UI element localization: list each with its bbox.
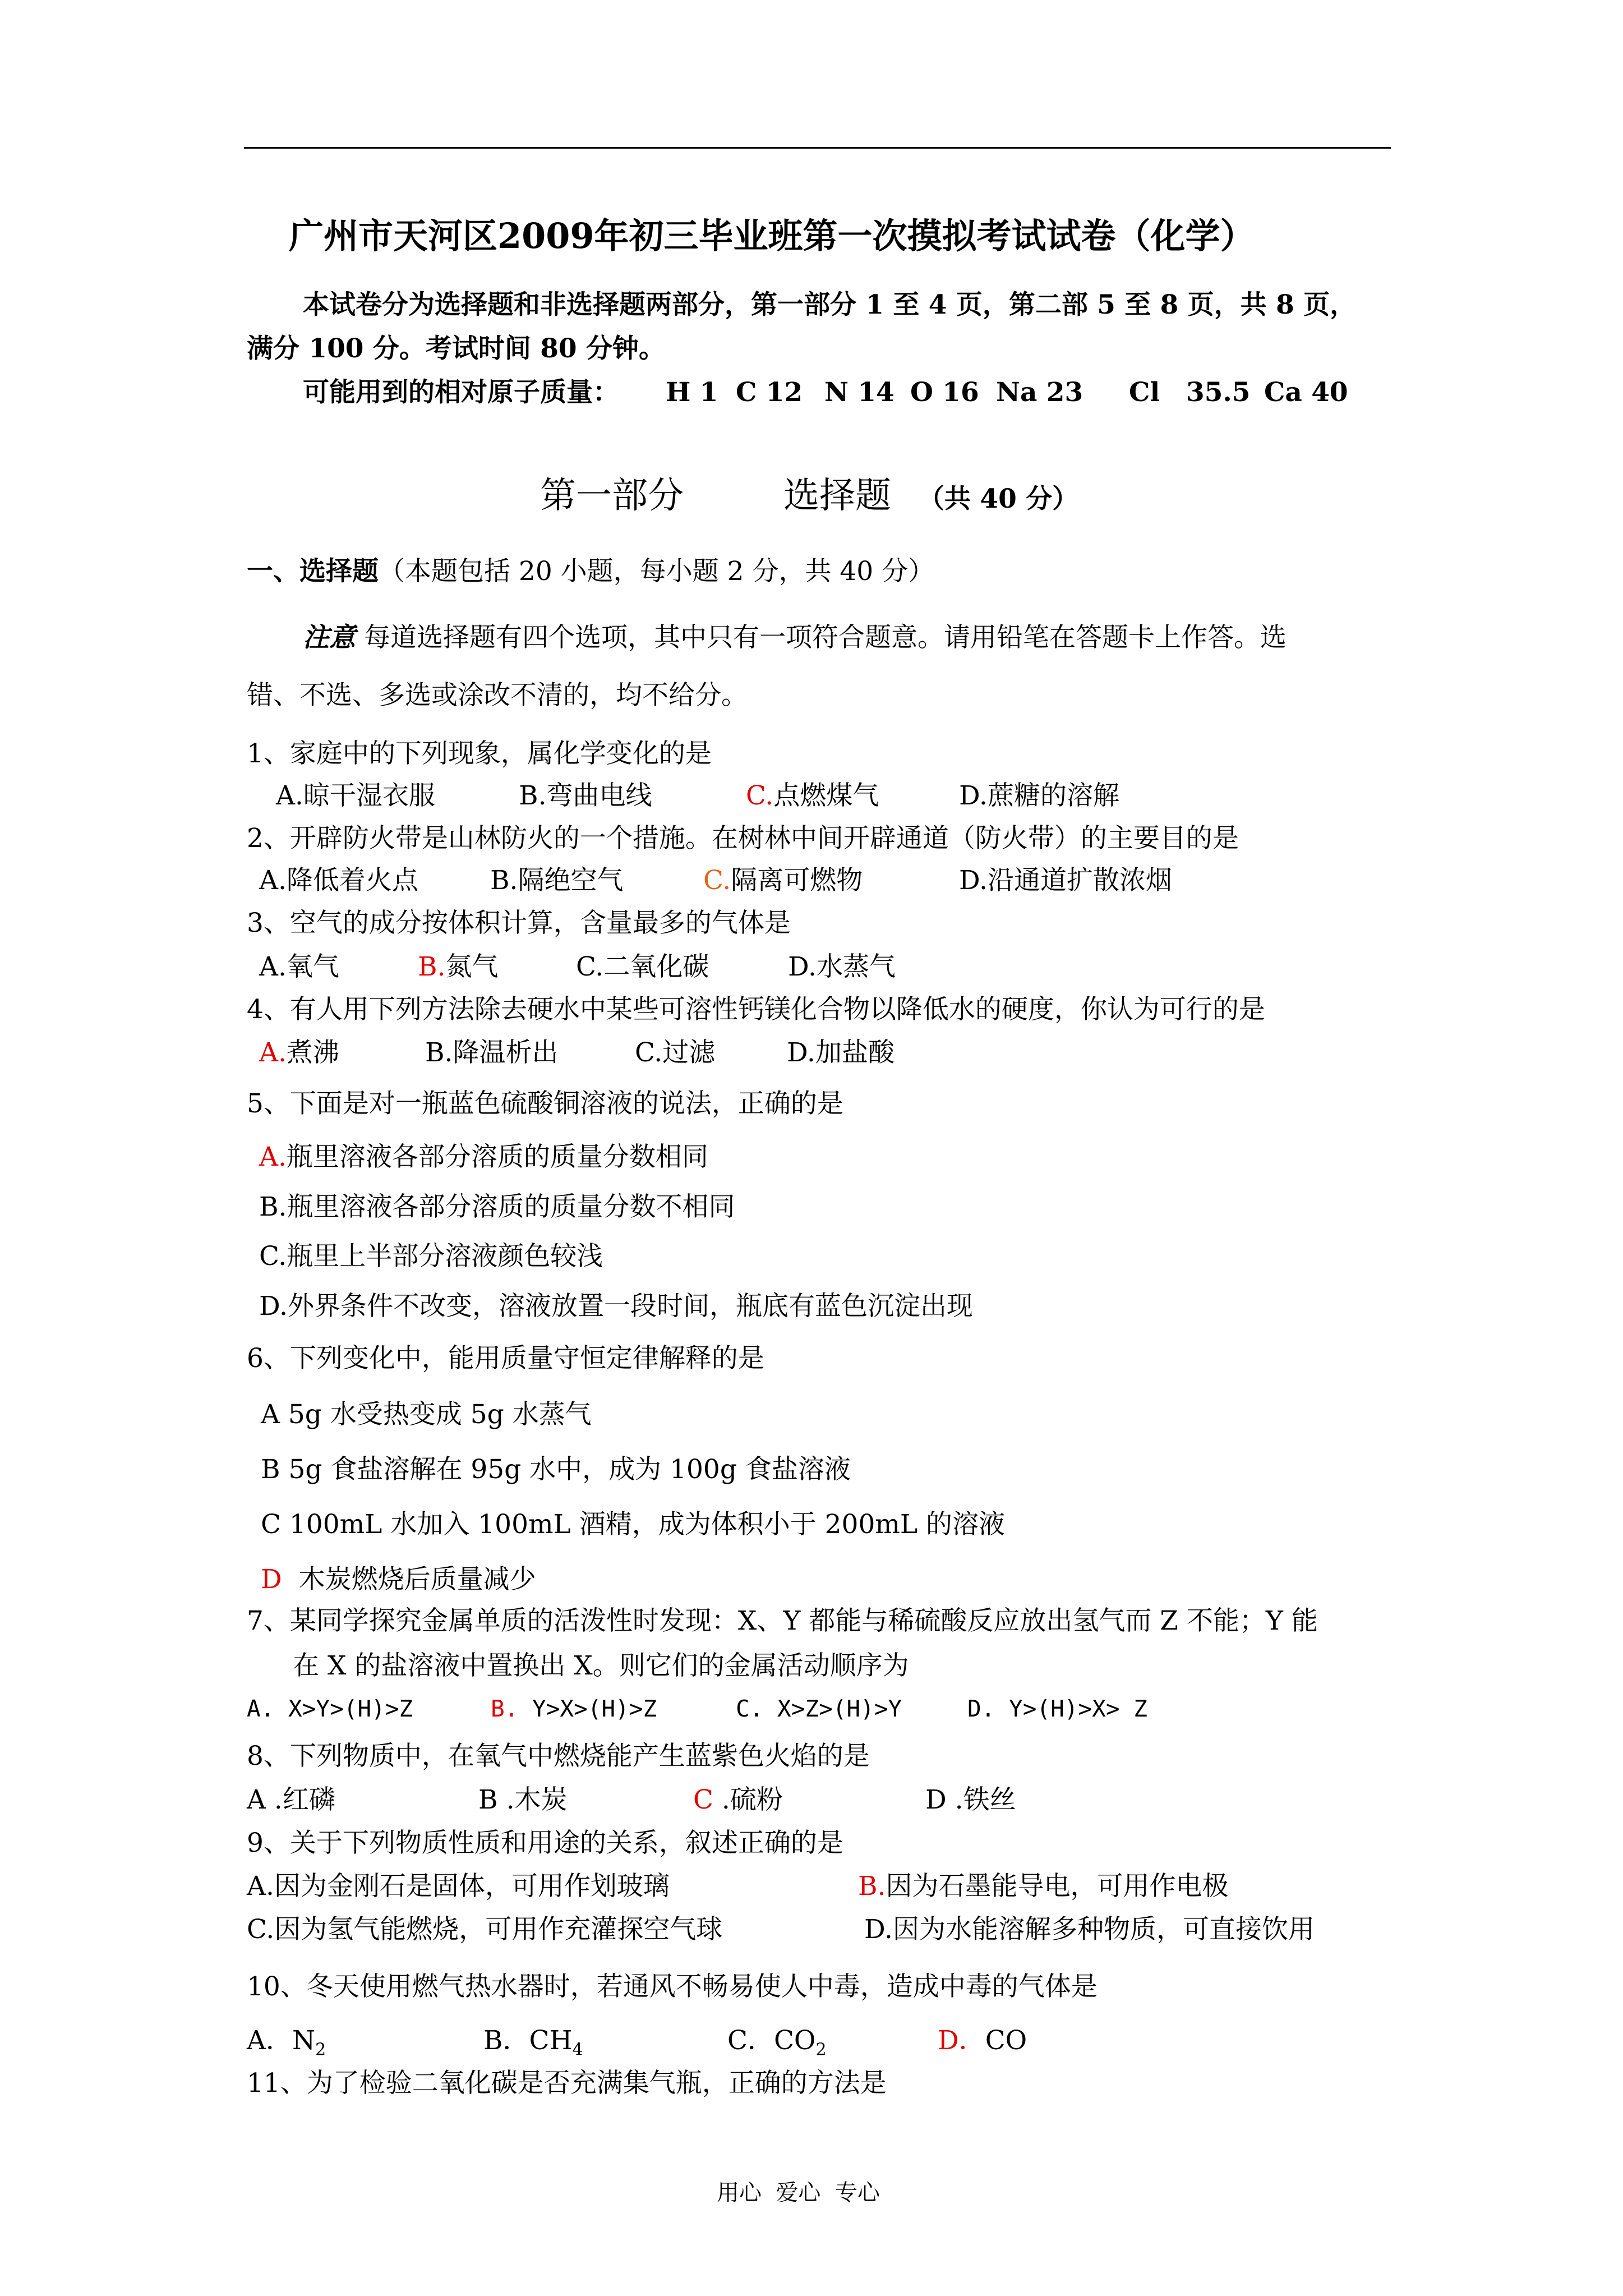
exam-title: 广州市天河区2009年初三毕业班第一次摸拟考试试卷（化学） <box>289 215 1255 256</box>
q10-stem: 10、冬天使用燃气热水器时，若通风不畅易使人中毒，造成中毒的气体是 <box>247 1971 1098 2002</box>
q8-option-d: D .铁丝 <box>925 1784 1016 1815</box>
atomic-mass-c: C 12 <box>736 377 803 408</box>
q4-answer-mark: A. <box>259 1037 287 1068</box>
q9-option-c: C.因为氢气能燃烧，可用作充灌探空气球 <box>247 1914 723 1945</box>
q1-answer-mark: C. <box>746 780 774 811</box>
q6-option-d-text: 木炭燃烧后质量减少 <box>282 1564 536 1595</box>
q3-option-b-text: 氮气 <box>445 951 499 982</box>
q5-option-b: B.瓶里溶液各部分溶质的质量分数不相同 <box>259 1191 735 1222</box>
q5-option-d: D.外界条件不改变，溶液放置一段时间，瓶底有蓝色沉淀出现 <box>259 1291 973 1322</box>
q6-option-d <box>261 1566 536 1593</box>
q10-option-a <box>247 2027 326 2058</box>
q8-answer-mark: C <box>693 1784 713 1815</box>
q3-stem: 3、空气的成分按体积计算，含量最多的气体是 <box>247 908 791 938</box>
q7-option-d: D. Y>(H)>X> Z <box>967 1695 1147 1722</box>
q8-option-c-text: .硫粉 <box>713 1784 783 1815</box>
q2-option-c <box>703 867 863 894</box>
q10-option-a-letter: A． <box>247 2025 292 2056</box>
part1-title: 第一部分 <box>540 475 684 517</box>
q10-option-c-subscript: 2 <box>815 2040 827 2060</box>
atomic-mass-cl: Cl <box>1129 377 1160 408</box>
page-footer: 用心 爱心 专心 <box>717 2180 880 2206</box>
q11-stem: 11、为了检验二氧化碳是否充满集气瓶，正确的方法是 <box>247 2068 887 2099</box>
intro-line-1: 本试卷分为选择题和非选择题两部分，第一部分 1 至 4 页，第二部 5 至 8 页，共 8 页， <box>303 289 1357 320</box>
q7-option-b-text: Y>X>(H)>Z <box>518 1695 657 1722</box>
q7-option-a: A. X>Y>(H)>Z <box>247 1695 413 1722</box>
q10-option-d <box>938 2027 1027 2054</box>
atomic-mass-o: O 16 <box>910 377 979 408</box>
atomic-mass-cl-value: 35.5 <box>1186 377 1251 408</box>
q10-option-b-letter: B． <box>483 2025 529 2056</box>
header-rule <box>244 147 1391 149</box>
q2-answer-mark: C. <box>703 865 731 896</box>
q10-option-c-formula: CO <box>773 2025 816 2056</box>
q10-answer-mark: D． <box>938 2025 985 2056</box>
q6-option-a: A 5g 水受热变成 5g 水蒸气 <box>261 1399 592 1430</box>
q9-stem: 9、关于下列物质性质和用途的关系，叙述正确的是 <box>247 1828 843 1858</box>
q9-answer-mark: B. <box>858 1871 886 1902</box>
q5-option-c: C.瓶里上半部分溶液颜色较浅 <box>259 1241 603 1272</box>
q9-option-d: D.因为水能溶解多种物质，可直接饮用 <box>864 1914 1315 1945</box>
q10-option-a-subscript: 2 <box>315 2040 326 2060</box>
q6-option-c: C 100mL 水加入 100mL 酒精，成为体积小于 200mL 的溶液 <box>261 1509 1006 1540</box>
q8-option-a: A .红磷 <box>247 1784 335 1815</box>
q3-option-b <box>418 951 499 982</box>
atomic-mass-ca: Ca 40 <box>1264 377 1348 408</box>
q7-answer-mark: B. <box>491 1695 519 1722</box>
q4-option-d: D.加盐酸 <box>787 1037 895 1068</box>
q10-option-c <box>727 2027 827 2058</box>
q7-stem-line-2: 在 X 的盐溶液中置换出 X。则它们的金属活动顺序为 <box>293 1650 909 1681</box>
atomic-mass-label: 可能用到的相对原子质量： <box>303 377 619 408</box>
q7-option-b <box>491 1697 657 1720</box>
q3-option-c: C.二氧化碳 <box>576 951 709 982</box>
q7-option-c: C. X>Z>(H)>Y <box>736 1695 902 1722</box>
q10-option-b <box>483 2027 583 2058</box>
q10-option-d-formula: CO <box>985 2025 1027 2056</box>
q8-stem: 8、下列物质中，在氧气中燃烧能产生蓝紫色火焰的是 <box>247 1741 870 1772</box>
notice-line-2: 错、不选、多选或涂改不清的，均不给分。 <box>247 680 748 711</box>
notice-label: 注意 <box>303 622 356 653</box>
q3-option-d: D.水蒸气 <box>788 951 896 982</box>
q3-answer-mark: B. <box>418 951 446 982</box>
q10-option-a-formula: N <box>292 2025 316 2056</box>
q2-option-a: A.降低着火点 <box>259 865 418 896</box>
q4-option-a-text: 煮沸 <box>286 1037 339 1068</box>
q5-option-a <box>259 1144 708 1170</box>
q2-option-d: D.沿通道扩散浓烟 <box>959 865 1172 896</box>
section-label: 一、选择题 <box>247 556 379 587</box>
q10-option-b-subscript: 4 <box>572 2040 583 2060</box>
q4-option-a <box>259 1039 339 1066</box>
q1-option-c <box>746 780 879 811</box>
part1-subtitle: 选择题 <box>783 475 891 517</box>
q1-option-d: D.蔗糖的溶解 <box>959 780 1119 811</box>
q2-option-c-text: 隔离可燃物 <box>731 865 863 896</box>
q2-stem: 2、开辟防火带是山林防火的一个措施。在树林中间开辟通道（防火带）的主要目的是 <box>247 823 1239 854</box>
q2-option-b: B.隔绝空气 <box>490 865 624 896</box>
atomic-mass-h: H 1 <box>666 377 718 408</box>
q9-option-a: A.因为金刚石是固体，可用作划玻璃 <box>247 1871 670 1902</box>
q9-option-b <box>858 1871 1229 1902</box>
q7-stem-line-1: 7、某同学探究金属单质的活泼性时发现：X、Y 都能与稀硫酸反应放出氢气而 Z 不能；Y 能 <box>247 1605 1318 1636</box>
q4-option-b: B.降温析出 <box>425 1037 559 1068</box>
q6-option-b: B 5g 食盐溶解在 95g 水中，成为 100g 食盐溶液 <box>261 1454 851 1485</box>
part1-score: （共 40 分） <box>918 484 1079 514</box>
q4-stem: 4、有人用下列方法除去硬水中某些可溶性钙镁化合物以降低水的硬度，你认为可行的是 <box>247 994 1265 1025</box>
q1-stem: 1、家庭中的下列现象，属化学变化的是 <box>247 738 712 769</box>
q1-option-c-text: 点燃煤气 <box>773 780 879 811</box>
q1-option-a: A.晾干湿衣服 <box>276 780 435 811</box>
q5-answer-mark: A. <box>259 1142 287 1172</box>
q9-option-b-text: 因为石墨能导电，可用作电极 <box>886 1871 1229 1902</box>
q4-option-c: C.过滤 <box>635 1037 716 1068</box>
atomic-mass-n: N 14 <box>824 377 895 408</box>
atomic-mass-na: Na 23 <box>996 377 1083 408</box>
q10-option-b-formula: CH <box>529 2025 573 2056</box>
q1-option-b: B.弯曲电线 <box>519 780 652 811</box>
intro-line-2: 满分 100 分。考试时间 80 分钟。 <box>247 333 665 364</box>
q6-stem: 6、下列变化中，能用质量守恒定律解释的是 <box>247 1343 764 1374</box>
section-heading <box>247 558 934 585</box>
notice-text-1: 每道选择题有四个选项，其中只有一项符合题意。请用铅笔在答题卡上作答。选 <box>356 622 1287 653</box>
q8-option-c <box>693 1784 783 1815</box>
q3-option-a: A.氧气 <box>259 951 339 982</box>
section-note: （本题包括 20 小题，每小题 2 分，共 40 分） <box>379 556 935 587</box>
q6-answer-mark: D <box>261 1564 282 1595</box>
q5-option-a-text: 瓶里溶液各部分溶质的质量分数相同 <box>286 1142 708 1172</box>
q8-option-b: B .木炭 <box>478 1784 568 1815</box>
notice-line-1 <box>303 624 1287 651</box>
q5-stem: 5、下面是对一瓶蓝色硫酸铜溶液的说法，正确的是 <box>247 1088 843 1119</box>
q10-option-c-letter: C． <box>727 2025 774 2056</box>
